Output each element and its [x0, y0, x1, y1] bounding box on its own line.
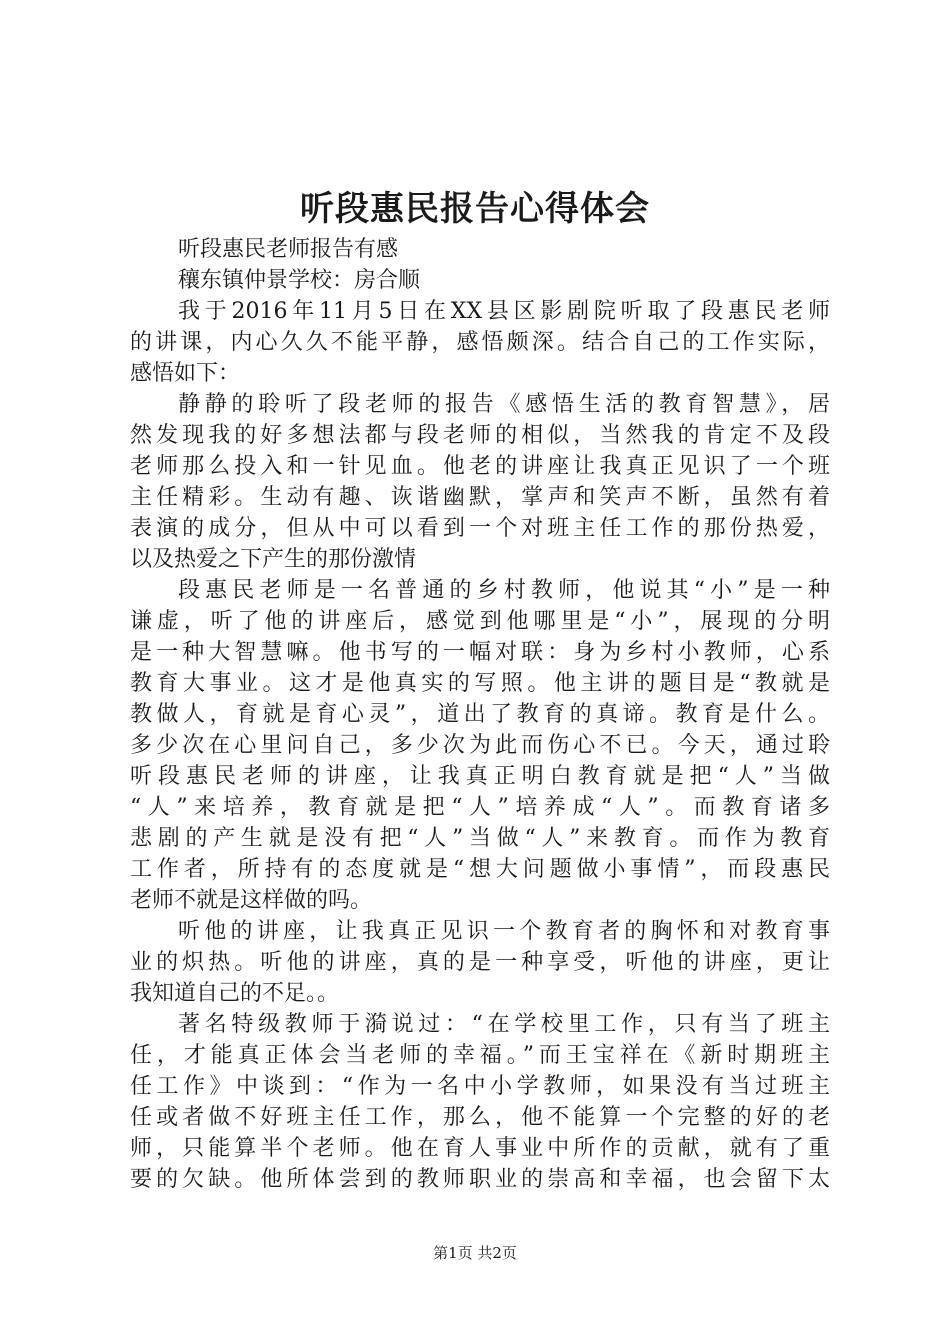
body-line: 要的欠缺。他所体尝到的教师职业的崇高和幸福，也会留下太: [130, 1167, 830, 1192]
body-line: 听段惠民老师的讲座，让我真正明白教育就是把“人”当做: [130, 764, 830, 789]
body-line: 然发现我的好多想法都与段老师的相似，当然我的肯定不及段: [130, 423, 830, 448]
document-title: 听段惠民报告心得体会: [300, 189, 650, 229]
body-line: 我于2016年11月5日在XX县区影剧院听取了段惠民老师: [178, 299, 830, 324]
body-line: 工作者，所持有的态度就是“想大问题做小事情”，而段惠民: [130, 857, 830, 882]
body-line: 任工作》中谈到：“作为一名中小学教师，如果没有当过班主: [130, 1074, 830, 1099]
body-line: 静静的聆听了段老师的报告《感悟生活的教育智慧》，居: [178, 392, 830, 417]
body-line: 是一种大智慧嘛。他书写的一幅对联：身为乡村小教师，心系: [130, 640, 830, 665]
body-line: 教做人，育就是育心灵”，道出了教育的真谛。教育是什么。: [130, 702, 830, 727]
body-line: 主任精彩。生动有趣、诙谐幽默，掌声和笑声不断，虽然有着: [130, 485, 830, 510]
body-line: 穰东镇仲景学校：房合顺: [178, 268, 421, 293]
body-line: 感悟如下：: [130, 361, 241, 386]
body-line: 谦虚，听了他的讲座后，感觉到他哪里是“小”，展现的分明: [130, 609, 830, 634]
body-line: 教育大事业。这才是他真实的写照。他主讲的题目是“教就是: [130, 671, 830, 696]
body-line: 表演的成分，但从中可以看到一个对班主任工作的那份热爱，: [130, 516, 830, 541]
body-line: 老师不就是这样做的吗。: [130, 888, 373, 913]
body-line: 听段惠民老师报告有感: [178, 237, 399, 262]
body-line: 任或者做不好班主任工作，那么，他不能算一个完整的好的老: [130, 1105, 830, 1130]
body-line: 我知道自己的不足。。: [130, 981, 340, 1006]
body-line: 著名特级教师于漪说过：“在学校里工作，只有当了班主: [178, 1012, 830, 1037]
body-line: 悲剧的产生就是没有把“人”当做“人”来教育。而作为教育: [130, 826, 830, 851]
body-line: 的讲课，内心久久不能平静，感悟颇深。结合自己的工作实际，: [130, 330, 830, 355]
body-line: 业的炽热。听他的讲座，真的是一种享受，听他的讲座，更让: [130, 950, 830, 975]
body-line: “人”来培养，教育就是把“人”培养成“人”。而教育诸多: [130, 795, 830, 820]
body-line: 以及热爱之下产生的那份激情: [130, 547, 417, 572]
body-line: 任，才能真正体会当老师的幸福。”而王宝祥在《新时期班主: [130, 1043, 830, 1068]
body-line: 师，只能算半个老师。他在育人事业中所作的贡献，就有了重: [130, 1136, 830, 1161]
body-line: 段惠民老师是一名普通的乡村教师，他说其“小”是一种: [178, 578, 830, 603]
page-footer: 第1页 共2页: [433, 1244, 517, 1262]
body-line: 多少次在心里问自己，多少次为此而伤心不已。今天，通过聆: [130, 733, 830, 758]
body-line: 老师那么投入和一针见血。他老的讲座让我真正见识了一个班: [130, 454, 830, 479]
document-body: [130, 234, 830, 1195]
body-line: 听他的讲座，让我真正见识一个教育者的胸怀和对教育事: [178, 919, 830, 944]
